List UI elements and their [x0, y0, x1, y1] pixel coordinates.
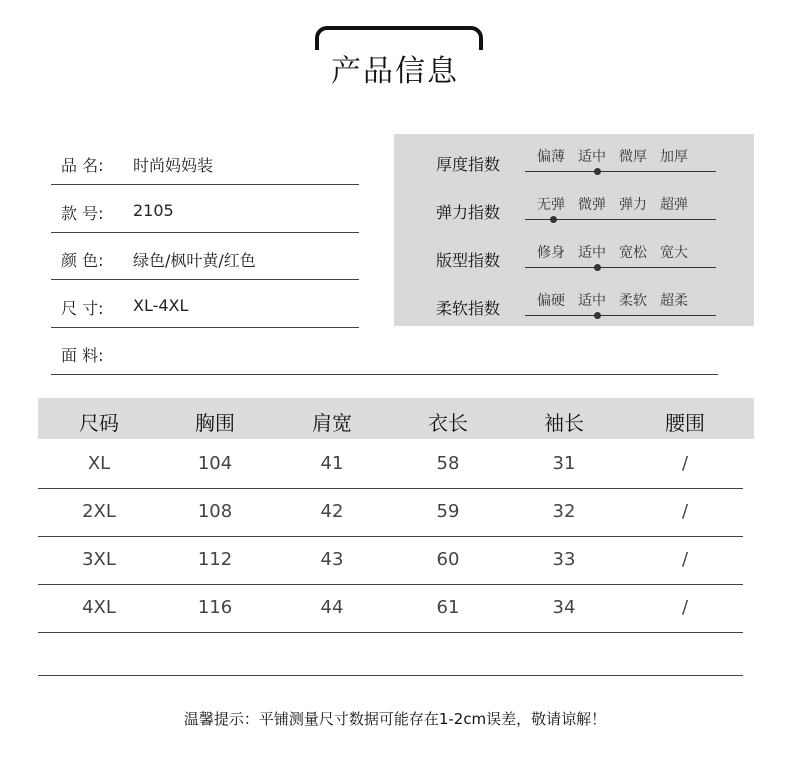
table-cell: 4XL [82, 597, 116, 618]
table-cell: 60 [436, 549, 460, 570]
table-cell: 3XL [82, 549, 116, 570]
info-label: 尺 寸: [61, 298, 104, 318]
index-scale-line [525, 315, 716, 316]
index-panel [394, 134, 754, 326]
table-cell: XL [87, 453, 111, 474]
info-row [51, 280, 359, 328]
index-option: 无弹 [537, 197, 565, 213]
index-name: 弹力指数 [436, 203, 501, 222]
index-marker-dot [550, 216, 557, 223]
table-cell: 41 [320, 453, 344, 474]
info-row [51, 185, 359, 233]
index-option: 适中 [578, 245, 606, 261]
index-row [394, 234, 754, 282]
table-empty-row [38, 628, 743, 676]
table-cell: 32 [552, 501, 576, 522]
index-option: 适中 [578, 149, 606, 165]
column-header: 衣长 [428, 411, 468, 435]
column-header: 尺码 [79, 411, 119, 435]
column-header: 胸围 [195, 411, 235, 435]
table-cell: 31 [552, 453, 576, 474]
table-cell: 34 [552, 597, 576, 618]
info-label: 款 号: [61, 203, 104, 223]
table-cell: 58 [436, 453, 460, 474]
info-label: 颜 色: [61, 251, 104, 270]
table-row [38, 489, 743, 537]
table-row [38, 585, 743, 633]
index-option: 微厚 [619, 149, 647, 165]
index-option: 加厚 [660, 149, 688, 165]
info-row [51, 137, 359, 185]
index-row [394, 282, 754, 330]
table-cell: 104 [197, 453, 233, 474]
table-cell: / [681, 549, 689, 570]
index-option: 宽松 [619, 245, 647, 261]
column-header: 肩宽 [312, 411, 352, 435]
index-option: 超弹 [660, 197, 688, 213]
index-marker-dot [594, 168, 601, 175]
info-row [51, 327, 718, 375]
page-title: 产品信息 [331, 54, 459, 89]
info-label: 面 料: [61, 346, 104, 365]
index-option: 偏硬 [537, 293, 565, 309]
index-marker-dot [594, 264, 601, 271]
index-name: 厚度指数 [436, 155, 501, 174]
index-option: 微弹 [578, 197, 606, 213]
index-option: 宽大 [660, 245, 688, 261]
table-cell: 59 [436, 501, 460, 522]
table-cell: 2XL [82, 501, 116, 522]
table-row [38, 441, 743, 489]
size-table-header [38, 398, 754, 439]
index-row [394, 186, 754, 234]
info-row [51, 232, 359, 280]
info-value: 绿色/枫叶黄/红色 [133, 251, 256, 270]
table-cell: 108 [197, 501, 233, 522]
table-cell: 61 [436, 597, 460, 618]
column-header: 袖长 [544, 411, 584, 435]
table-cell: 112 [197, 549, 233, 570]
index-scale-line [525, 171, 716, 172]
info-value: 2105 [133, 200, 174, 220]
index-option: 修身 [537, 245, 565, 261]
index-scale-line [525, 267, 716, 268]
table-row [38, 537, 743, 585]
index-option: 偏薄 [537, 149, 565, 165]
table-cell: 116 [197, 597, 233, 618]
index-option: 柔软 [619, 293, 647, 309]
index-row [394, 138, 754, 186]
index-option: 弹力 [619, 197, 647, 213]
table-cell: 43 [320, 549, 344, 570]
table-cell: 42 [320, 501, 344, 522]
index-name: 版型指数 [436, 251, 501, 270]
table-cell: 33 [552, 549, 576, 570]
index-option: 适中 [578, 293, 606, 309]
index-option: 超柔 [660, 293, 688, 309]
column-header: 腰围 [665, 411, 705, 435]
index-marker-dot [594, 312, 601, 319]
table-cell: / [681, 453, 689, 474]
info-label: 品 名: [61, 156, 104, 175]
table-cell: / [681, 501, 689, 522]
measurement-note: 温馨提示：平铺测量尺寸数据可能存在1-2cm误差，敬请谅解！ [183, 710, 607, 728]
info-value: 时尚妈妈装 [133, 156, 214, 175]
info-value: XL-4XL [133, 295, 189, 315]
table-cell: / [681, 597, 689, 618]
table-cell: 44 [320, 597, 344, 618]
index-name: 柔软指数 [436, 299, 501, 318]
